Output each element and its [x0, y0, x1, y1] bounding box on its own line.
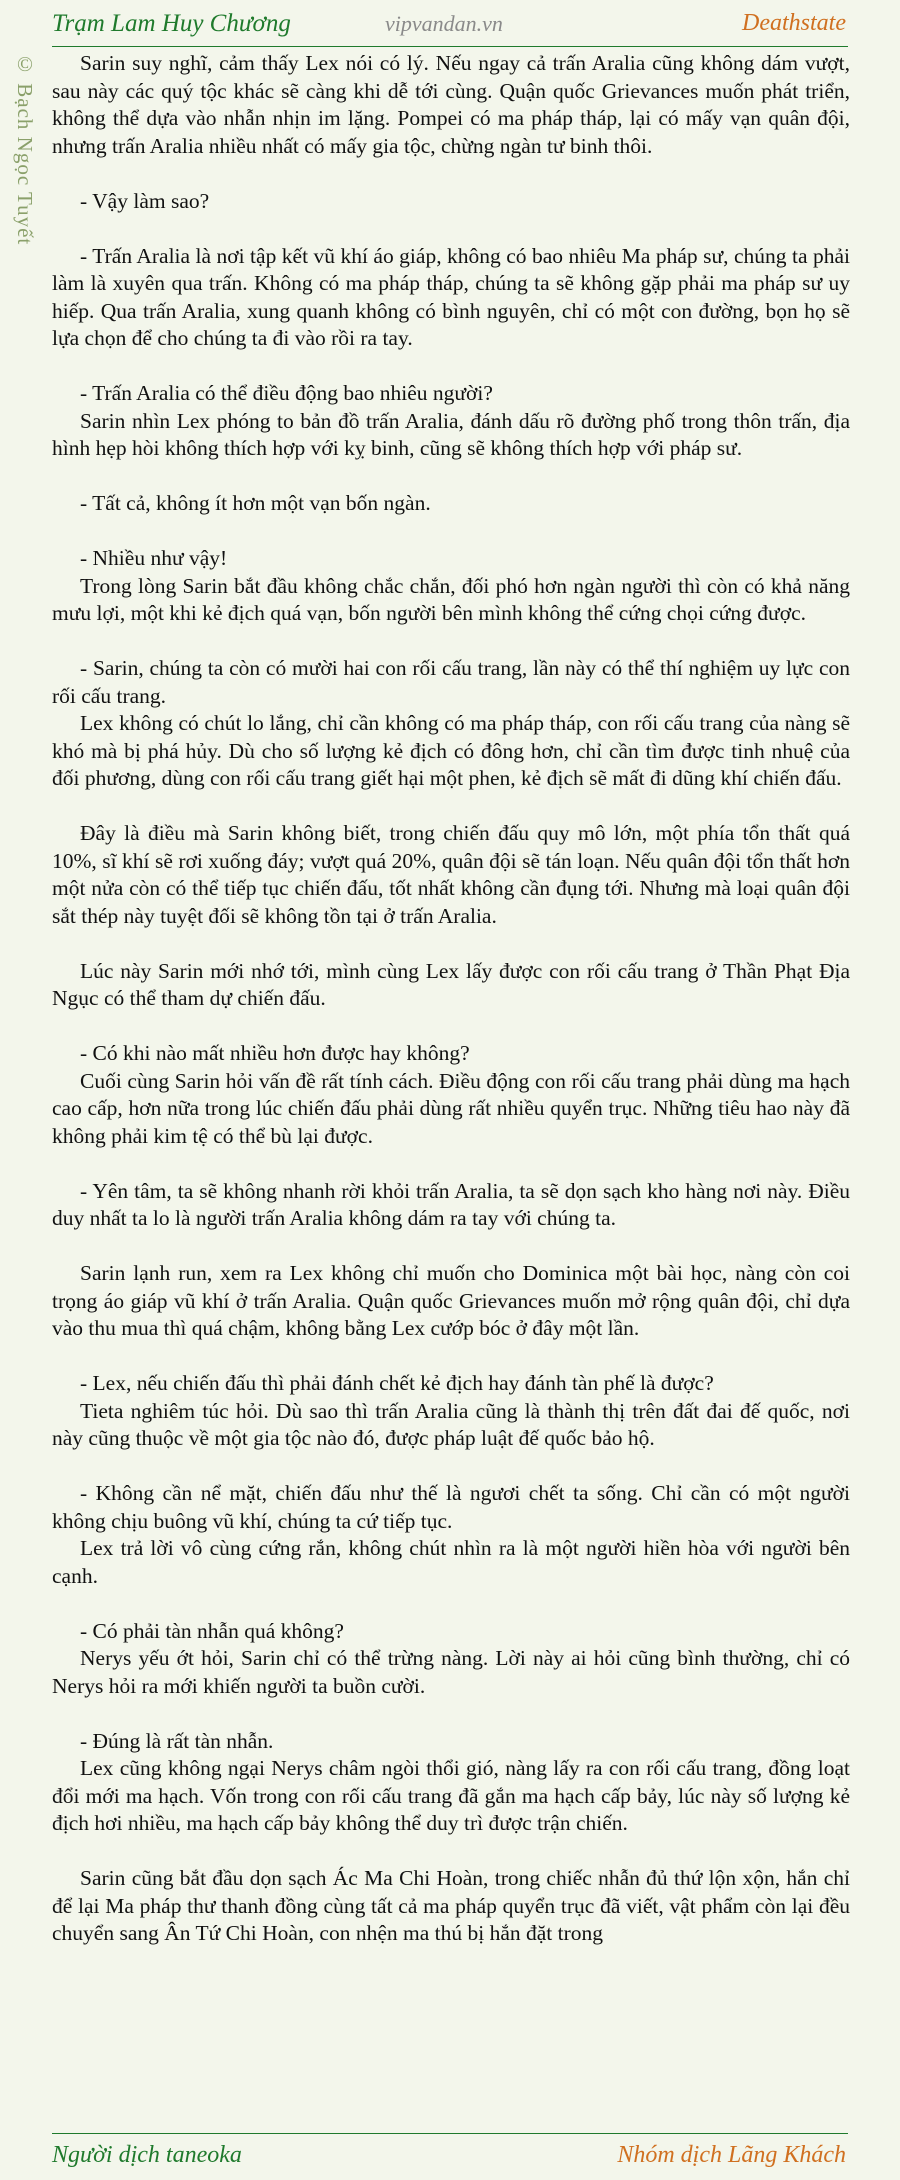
paragraph: - Không cần nể mặt, chiến đấu như thế là ngươi chết ta sống. Chỉ cần có một người không chịu buông vũ khí, chúng ta cứ tiếp tục. — [52, 1481, 850, 1533]
header-divider — [52, 46, 848, 47]
paragraph: Đây là điều mà Sarin không biết, trong chiến đấu quy mô lớn, một phía tổn thất quá 10%, sĩ khí sẽ rơi xuống đáy; vượt quá 20%, quân đội sẽ tán loạn. Nếu quân đội tổn thất hơn một nửa còn có thể tiếp tục chiến đấu, tốt nhất không cần đụng tới. Nhưng mà loại quân đội sắt thép này tuyệt đối sẽ không tồn tại ở trấn Aralia. — [52, 821, 850, 928]
header-site-link[interactable]: vipvandan.vn — [385, 11, 503, 36]
paragraph: Lex trả lời vô cùng cứng rắn, không chút nhìn ra là một người hiền hòa với người bên cạnh. — [52, 1536, 850, 1588]
paragraph: Sarin nhìn Lex phóng to bản đồ trấn Aralia, đánh dấu rõ đường phố trong thôn trấn, địa hình hẹp hòi không thích hợp với kỵ binh, cũng sẽ không thích hợp với pháp sư. — [52, 408, 850, 460]
paragraph: Sarin suy nghĩ, cảm thấy Lex nói có lý. Nếu ngay cả trấn Aralia cũng không dám vượt, sau này các quý tộc khác sẽ càng khi dễ tới cùng. Quận quốc Grievances muốn phát triển, không thể dựa vào nhẫn nhịn im lặng. Pompei có ma pháp tháp, lại có mấy vạn quân đội, nhưng trấn Aralia nhiều nhất có mấy gia tộc, chừng ngàn tư binh thôi. — [52, 51, 850, 158]
paragraph: Lex cũng không ngại Nerys châm ngòi thổi gió, nàng lấy ra con rối cấu trang, đồng loạt đổi mới ma hạch. Vốn trong con rối cấu trang đã gắn ma hạch cấp bảy, lúc này số lượng kẻ địch hơi nhiều, ma hạch cấp bảy không thể duy trì được trận chiến. — [52, 1756, 850, 1835]
paragraph: Nerys yếu ớt hỏi, Sarin chỉ có thể trừng nàng. Lời này ai hỏi cũng bình thường, chỉ có Nerys hỏi ra mới khiến người ta buồn cười. — [52, 1646, 850, 1698]
paragraph: Cuối cùng Sarin hỏi vấn đề rất tính cách. Điều động con rối cấu trang phải dùng ma hạch cao cấp, hơn nữa trong lúc chiến đấu phải dùng rất nhiều quyển trục. Những tiêu hao này đã không phải kim tệ có thể bù lại được. — [52, 1068, 850, 1148]
paragraph: - Trấn Aralia có thể điều động bao nhiêu người? — [80, 381, 493, 405]
page-footer — [0, 2136, 900, 2180]
footer-group-text: Nhóm dịch Lãng Khách — [617, 2142, 846, 2168]
copyright-mark: © Bạch Ngọc Tuyết — [13, 52, 37, 246]
paragraph: - Trấn Aralia là nơi tập kết vũ khí áo giáp, không có bao nhiêu Ma pháp sư, chúng ta phải làm là xuyên qua trấn. Không có ma pháp tháp, chúng ta sẽ không gặp phải ma pháp sư uy hiếp. Qua trấn Aralia, xung quanh không có bình nguyên, chỉ có một con đường, bọn họ sẽ lựa chọn để cho chúng ta đi vào rồi ra tay. — [52, 243, 850, 350]
paragraph: - Đúng là rất tàn nhẫn. — [80, 1728, 274, 1753]
story-text — [52, 50, 850, 1948]
paragraph: - Có khi nào mất nhiều hơn được hay không? — [80, 1041, 470, 1065]
paragraph: Lex không có chút lo lắng, chỉ cần không có ma pháp tháp, con rối cấu trang của nàng sẽ khó mà bị phá hủy. Dù cho số lượng kẻ địch có đông hơn, chỉ cần tìm được tinh nhuệ của đối phương, dùng con rối cấu trang giết hại một phen, kẻ địch sẽ mất đi dũng khí chiến đấu. — [52, 711, 850, 790]
paragraph: - Sarin, chúng ta còn có mười hai con rối cấu trang, lần này có thể thí nghiệm uy lực con rối cấu trang. — [52, 656, 850, 708]
paragraph: - Nhiều như vậy! — [80, 546, 228, 570]
footer-divider — [52, 2133, 848, 2134]
paragraph: - Lex, nếu chiến đấu thì phải đánh chết kẻ địch hay đánh tàn phế là được? — [80, 1371, 714, 1395]
footer-translator-text: Người dịch taneoka — [52, 2142, 242, 2168]
paragraph: - Có phải tàn nhẫn quá không? — [80, 1618, 344, 1643]
paragraph: Sarin cũng bắt đầu dọn sạch Ác Ma Chi Hoàn, trong chiếc nhẫn đủ thứ lộn xộn, hắn chỉ để lại Ma pháp thư thanh đồng cùng tất cả ma pháp quyển trục đã viết, vật phẩm còn lại đều chuyển sang Ân Tứ Chi Hoàn, con nhện ma thú bị hắn đặt trong — [52, 1866, 850, 1945]
header-left-text: Trạm Lam Huy Chương — [52, 10, 291, 37]
paragraph: - Tất cả, không ít hơn một vạn bốn ngàn. — [80, 491, 431, 515]
paragraph: - Yên tâm, ta sẽ không nhanh rời khỏi trấn Aralia, ta sẽ dọn sạch kho hàng nơi này. Điều duy nhất ta lo là người trấn Aralia không dám ra tay với chúng ta. — [52, 1178, 850, 1230]
paragraph: Lúc này Sarin mới nhớ tới, mình cùng Lex lấy được con rối cấu trang ở Thần Phạt Địa Ngục có thể tham dự chiến đấu. — [52, 958, 850, 1010]
paragraph: - Vậy làm sao? — [80, 188, 210, 213]
paragraph: Trong lòng Sarin bắt đầu không chắc chắn, đối phó hơn ngàn người thì còn có khả năng mưu lợi, một khi kẻ địch quá vạn, bốn người bên mình không thể cứng chọi cứng được. — [52, 573, 850, 625]
paragraph: Tieta nghiêm túc hỏi. Dù sao thì trấn Aralia cũng là thành thị trên đất đai đế quốc, nơi này cũng thuộc về một gia tộc nào đó, được pháp luật đế quốc bảo hộ. — [52, 1398, 850, 1450]
page-header — [0, 0, 900, 48]
paragraph: Sarin lạnh run, xem ra Lex không chỉ muốn cho Dominica một bài học, nàng còn coi trọng áo giáp vũ khí ở trấn Aralia. Quận quốc Grievances muốn mở rộng quân đội, chỉ dựa vào thu mua thì quá chậm, không bằng Lex cướp bóc ở đây một lần. — [52, 1261, 850, 1340]
header-right-text: Deathstate — [742, 10, 846, 36]
